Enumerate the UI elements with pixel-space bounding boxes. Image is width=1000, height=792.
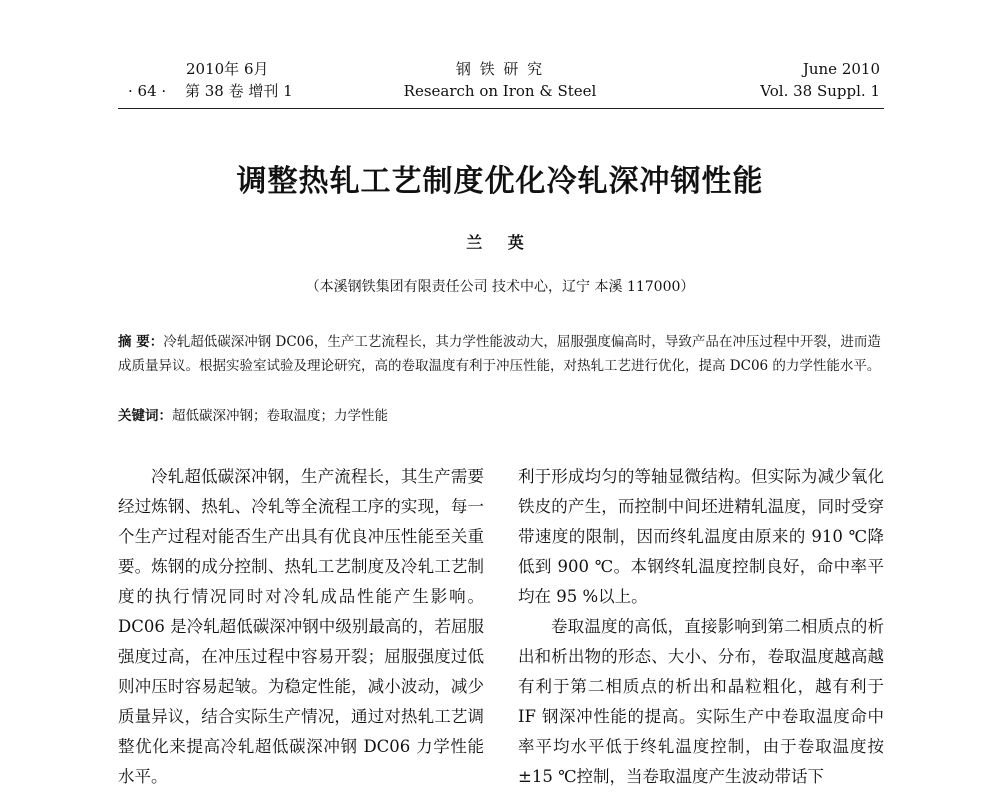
header-date-cn: 2010年 6月 [186, 60, 269, 78]
journal-name-en: Research on Iron & Steel [403, 82, 597, 100]
abstract-text: 冷轧超低碳深冲钢 DC06，生产工艺流程长，其力学性能波动大，屈服强度偏高时，导致产品在冲压过程中开裂，进而造成质量异议。根据实验室试验及理论研究，高的卷取温度有利于冲压性能，对热轧工艺进行优化，提高 DC06 的力学性能水平。 [118, 334, 881, 374]
header-rule [118, 108, 884, 109]
page-number: · 64 · [128, 82, 167, 100]
header-date-en: June 2010 [802, 60, 880, 78]
body-paragraph: 卷取温度的高低，直接影响到第二相质点的析出和析出物的形态、大小、分布，卷取温度越高越有利于第二相质点的析出和晶粒粗化，越有利于 IF 钢深冲性能的提高。实际生产中卷取温度命中率平均水平低于终轧温度控制，由于卷取温度按 ±15 ℃控制，当卷取温度产生波动带话下 [518, 617, 884, 786]
keywords [118, 404, 884, 424]
keywords-text: 超低碳深冲钢；卷取温度；力学性能 [172, 408, 388, 424]
header-volume-cn: 第 38 卷 增刊 1 [184, 82, 293, 100]
journal-name-cn: 钢 铁 研 究 [455, 60, 545, 78]
body-column-left [118, 462, 484, 792]
abstract [118, 330, 884, 378]
keywords-label: 关键词： [118, 408, 172, 424]
paper-title: 调整热轧工艺制度优化冷轧深冲钢性能 [236, 164, 764, 199]
header-volume-en: Vol. 38 Suppl. 1 [760, 82, 880, 100]
abstract-label: 摘 要： [118, 334, 164, 350]
body-paragraph: 利于形成均匀的等轴显微结构。但实际为减少氧化铁皮的产生，而控制中间坯进精轧温度，同时受穿带速度的限制，因而终轧温度由原来的 910 ℃降低到 900 ℃。本钢终轧温度控制良好，命中率平均在 95 %以上。 [518, 467, 884, 606]
header-right [760, 58, 880, 102]
body-paragraph: 冷轧超低碳深冲钢，生产流程长，其生产需要经过炼钢、热轧、冷轧等全流程工序的实现，每一个生产过程对能否生产出具有优良冲压性能至关重要。炼钢的成分控制、热轧工艺制度及冷轧工艺制度的执行情况同时对冷轧成品性能产生影响。DC06 是冷轧超低碳深冲钢中级别最高的，若屈服强度过高，在冲压过程中容易开裂；屈服强度过低则冲压时容易起皱。为稳定性能，减小波动，减少质量异议，结合实际生产情况，通过对热轧工艺调整优化来提高冷轧超低碳深冲钢 DC06 力学性能水平。 [118, 467, 484, 786]
affiliation: （本溪钢铁集团有限责任公司 技术中心，辽宁 本溪 117000） [305, 279, 695, 295]
body-column-right [518, 462, 884, 792]
author: 兰 英 [466, 233, 534, 252]
